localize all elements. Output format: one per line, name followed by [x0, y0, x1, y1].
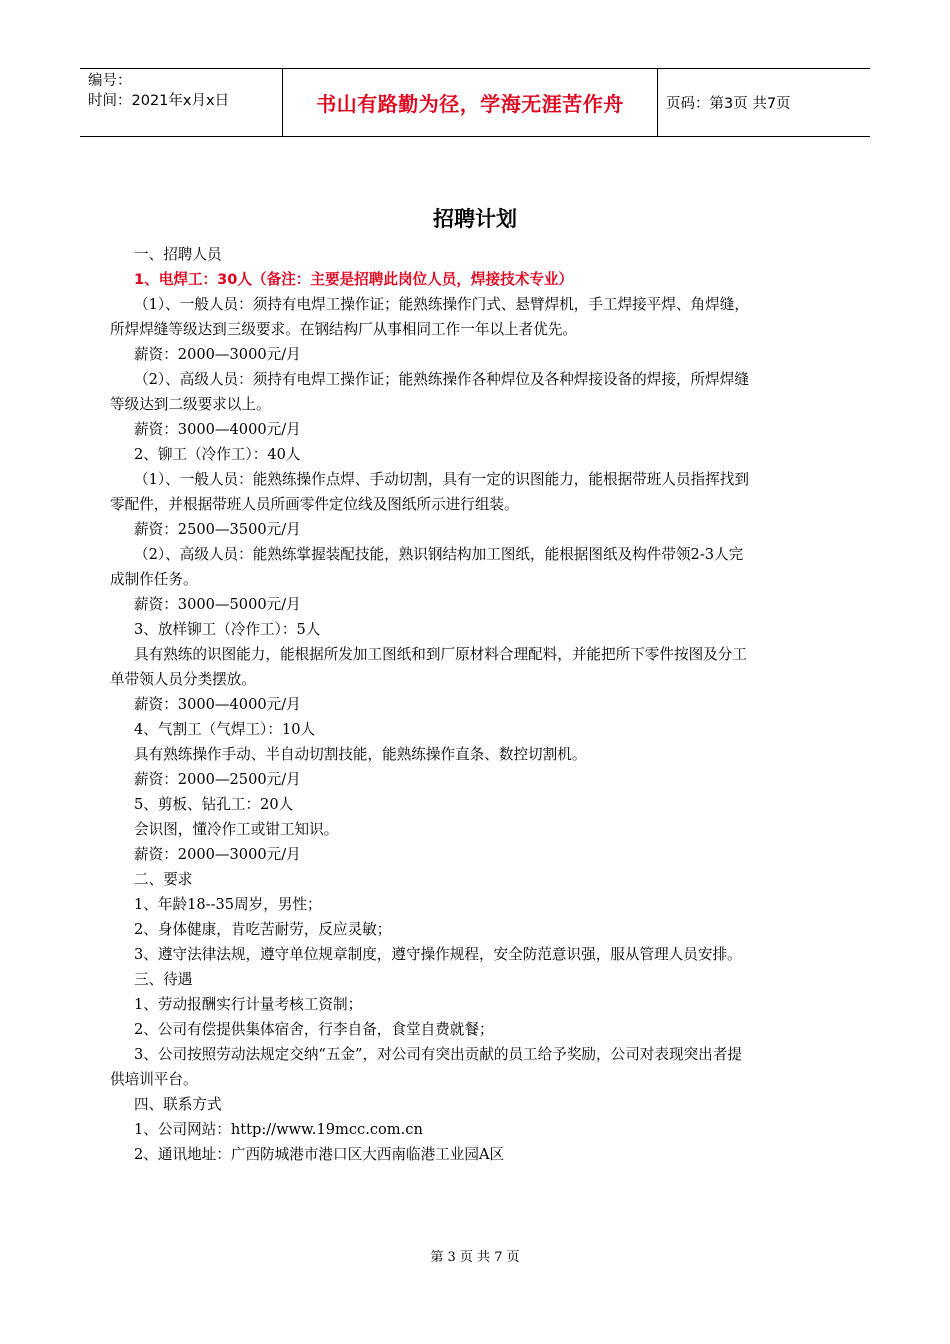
body-line: （2）、高级人员：能熟练掌握装配技能，熟识钢结构加工图纸，能根据图纸及构件带领2-3人完 [134, 546, 744, 563]
body-line: 成制作任务。 [110, 571, 198, 588]
body-line: 薪资：2500—3500元/月 [134, 521, 301, 538]
body-line: 等级达到二级要求以上。 [110, 396, 271, 413]
document-title: 招聘计划 [433, 207, 517, 231]
header-table [80, 68, 870, 137]
body-line: 具有熟练操作手动、半自动切割技能，能熟练操作直条、数控切割机。 [134, 746, 587, 763]
body-line: 1、年龄18--35周岁，男性； [134, 896, 322, 913]
body-line: 3、放样铆工（冷作工）：5人 [134, 621, 321, 638]
body-line: 四、联系方式 [134, 1096, 222, 1113]
body-line: 单带领人员分类摆放。 [110, 671, 256, 688]
body-line: 会识图，懂冷作工或钳工知识。 [134, 821, 339, 838]
body-line: 2、身体健康，肯吃苦耐劳，反应灵敏； [134, 921, 392, 938]
body-line: 薪资：2000—3000元/月 [134, 846, 301, 863]
body-line: 薪资：3000—5000元/月 [134, 596, 301, 613]
body-line: 1、公司网站：http://www.19mcc.com.cn [134, 1121, 423, 1138]
document-body [110, 242, 852, 1167]
body-line: 2、铆工（冷作工）：40人 [134, 446, 301, 463]
body-line: 3、遵守法律法规，遵守单位规章制度，遵守操作规程，安全防范意识强，服从管理人员安排。 [134, 946, 742, 963]
header-page-info: 页码：第3页 共7页 [666, 96, 791, 112]
body-line: 1、电焊工：30人（备注：主要是招聘此岗位人员，焊接技术专业） [134, 271, 574, 288]
body-line: 1、劳动报酬实行计量考核工资制； [134, 996, 363, 1013]
body-line: 二、要求 [134, 871, 193, 888]
body-line: 薪资：2000—2500元/月 [134, 771, 301, 788]
body-line: （1）、一般人员：能熟练操作点焊、手动切割，具有一定的识图能力，能根据带班人员指挥找到 [134, 471, 749, 488]
body-line: 3、公司按照劳动法规定交纳“五金”，对公司有突出贡献的员工给予奖励，公司对表现突出者提 [134, 1046, 742, 1063]
page-footer: 第 3 页 共 7 页 [430, 1250, 520, 1265]
header-left-cell [80, 69, 282, 136]
body-line: 具有熟练的识图能力，能根据所发加工图纸和到厂原材料合理配料，并能把所下零件按图及分工 [134, 646, 747, 663]
body-line: 4、气割工（气焊工）：10人 [134, 721, 316, 738]
body-line: （1）、一般人员：须持有电焊工操作证；能熟练操作门式、悬臂焊机，手工焊接平焊、角焊缝， [134, 296, 749, 313]
document-date-label: 时间：2021年x月x日 [88, 93, 230, 109]
body-line: 一、招聘人员 [134, 246, 222, 263]
body-line: （2）、高级人员：须持有电焊工操作证；能熟练操作各种焊位及各种焊接设备的焊接，所焊焊缝 [134, 371, 749, 388]
header-motto: 书山有路勤为径，学海无涯苦作舟 [316, 92, 624, 116]
body-line: 所焊焊缝等级达到三级要求。在钢结构厂从事相同工作一年以上者优先。 [110, 321, 578, 338]
body-line: 三、待遇 [134, 971, 193, 988]
body-line: 供培训平台。 [110, 1071, 198, 1088]
header-page-cell [658, 69, 870, 136]
body-line: 2、通讯地址：广西防城港市港口区大西南临港工业园A区 [134, 1146, 505, 1163]
document-number-label: 编号： [88, 73, 132, 89]
body-line: 薪资：3000—4000元/月 [134, 421, 301, 438]
body-line: 薪资：2000—3000元/月 [134, 346, 301, 363]
header-motto-cell [282, 69, 658, 136]
body-line: 零配件，并根据带班人员所画零件定位线及图纸所示进行组装。 [110, 496, 519, 513]
body-line: 薪资：3000—4000元/月 [134, 696, 301, 713]
body-line: 2、公司有偿提供集体宿舍，行李自备，食堂自费就餐； [134, 1021, 494, 1038]
body-line: 5、剪板、钻孔工：20人 [134, 796, 294, 813]
